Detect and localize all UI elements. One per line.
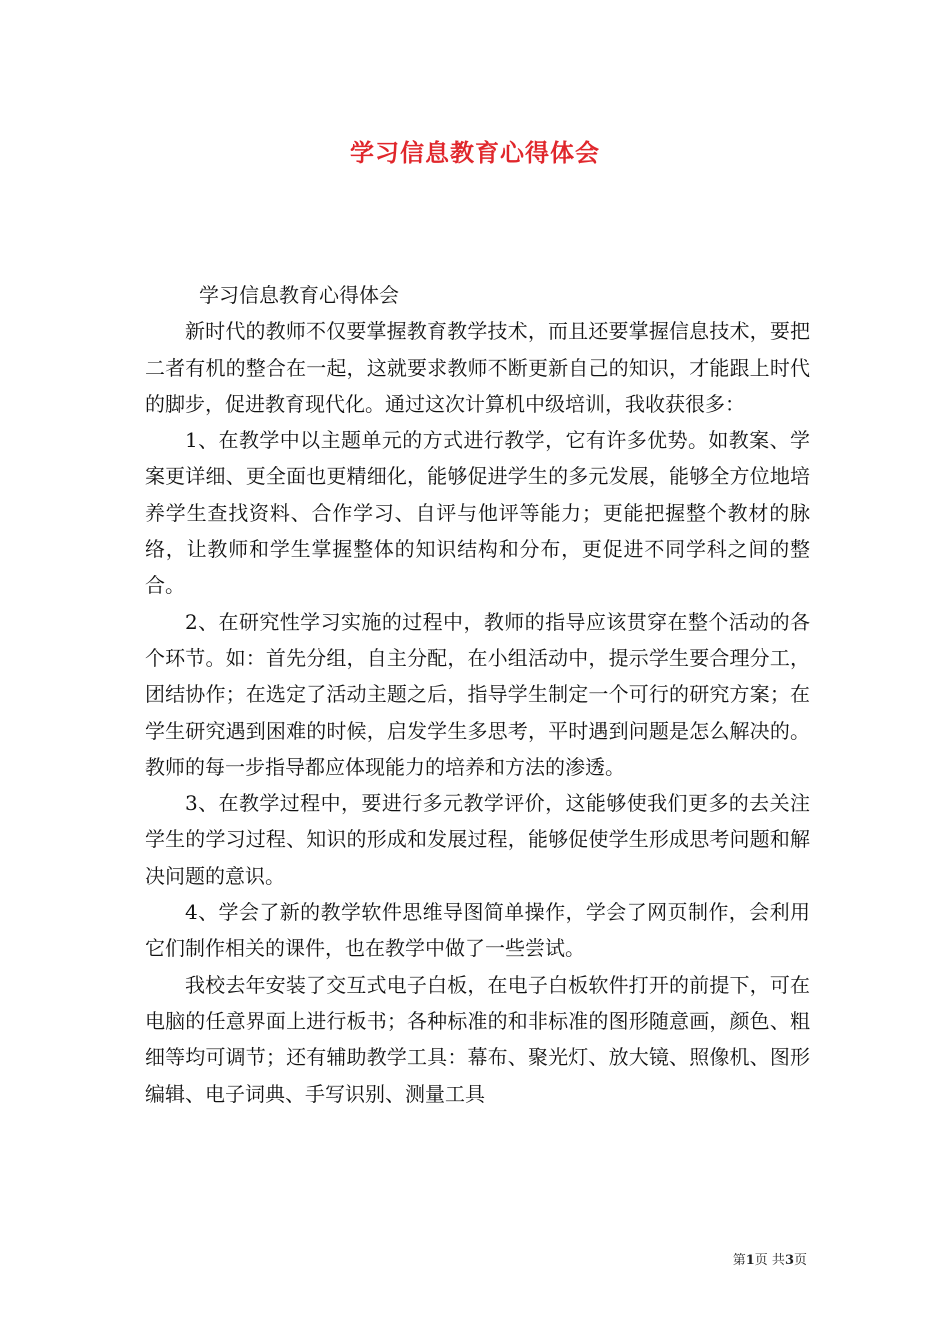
document-body bbox=[145, 277, 810, 1112]
document-title: 学习信息教育心得体会 bbox=[350, 139, 600, 167]
footer-current-page: 1 bbox=[745, 1253, 755, 1268]
paragraph-point-4: 4、学会了新的教学软件思维导图简单操作，学会了网页制作，会利用它们制作相关的课件，也在教学中做了一些尝试。 bbox=[145, 900, 810, 961]
paragraph-intro: 新时代的教师不仅要掌握教育教学技术，而且还要掌握信息技术，要把二者有机的整合在一起，这就要求教师不断更新自己的知识，才能跟上时代的脚步，促进教育现代化。通过这次计算机中级培训，我收获很多： bbox=[145, 319, 810, 416]
footer-suffix: 页 bbox=[793, 1253, 807, 1268]
paragraph-point-1: 1、在教学中以主题单元的方式进行教学，它有许多优势。如教案、学案更详细、更全面也更精细化，能够促进学生的多元发展，能够全方位地培养学生查找资料、合作学习、自评与他评等能力；更能把握整个教材的脉络，让教师和学生掌握整体的知识结构和分布，更促进不同学科之间的整合。 bbox=[145, 428, 810, 598]
paragraph-whiteboard: 我校去年安装了交互式电子白板，在电子白板软件打开的前提下，可在电脑的任意界面上进行板书；各种标准的和非标准的图形随意画，颜色、粗细等均可调节；还有辅助教学工具：幕布、聚光灯、放大镜、照像机、图形编辑、电子词典、手写识别、测量工具 bbox=[145, 972, 810, 1106]
footer-prefix: 第 bbox=[732, 1253, 746, 1268]
footer-total-pages: 3 bbox=[784, 1253, 794, 1268]
page-footer bbox=[733, 1249, 807, 1268]
paragraph-point-3: 3、在教学过程中，要进行多元教学评价，这能够使我们更多的去关注学生的学习过程、知识的形成和发展过程，能够促使学生形成思考问题和解决问题的意识。 bbox=[145, 791, 810, 888]
paragraph-point-2: 2、在研究性学习实施的过程中，教师的指导应该贯穿在整个活动的各个环节。如：首先分组，自主分配，在小组活动中，提示学生要合理分工，团结协作；在选定了活动主题之后，指导学生制定一个可行的研究方案；在学生研究遇到困难的时候，启发学生多思考，平时遇到问题是怎么解决的。教师的每一步指导都应体现能力的培养和方法的渗透。 bbox=[145, 609, 810, 779]
document-subtitle: 学习信息教育心得体会 bbox=[199, 283, 399, 307]
footer-middle: 页 共 bbox=[754, 1253, 785, 1268]
